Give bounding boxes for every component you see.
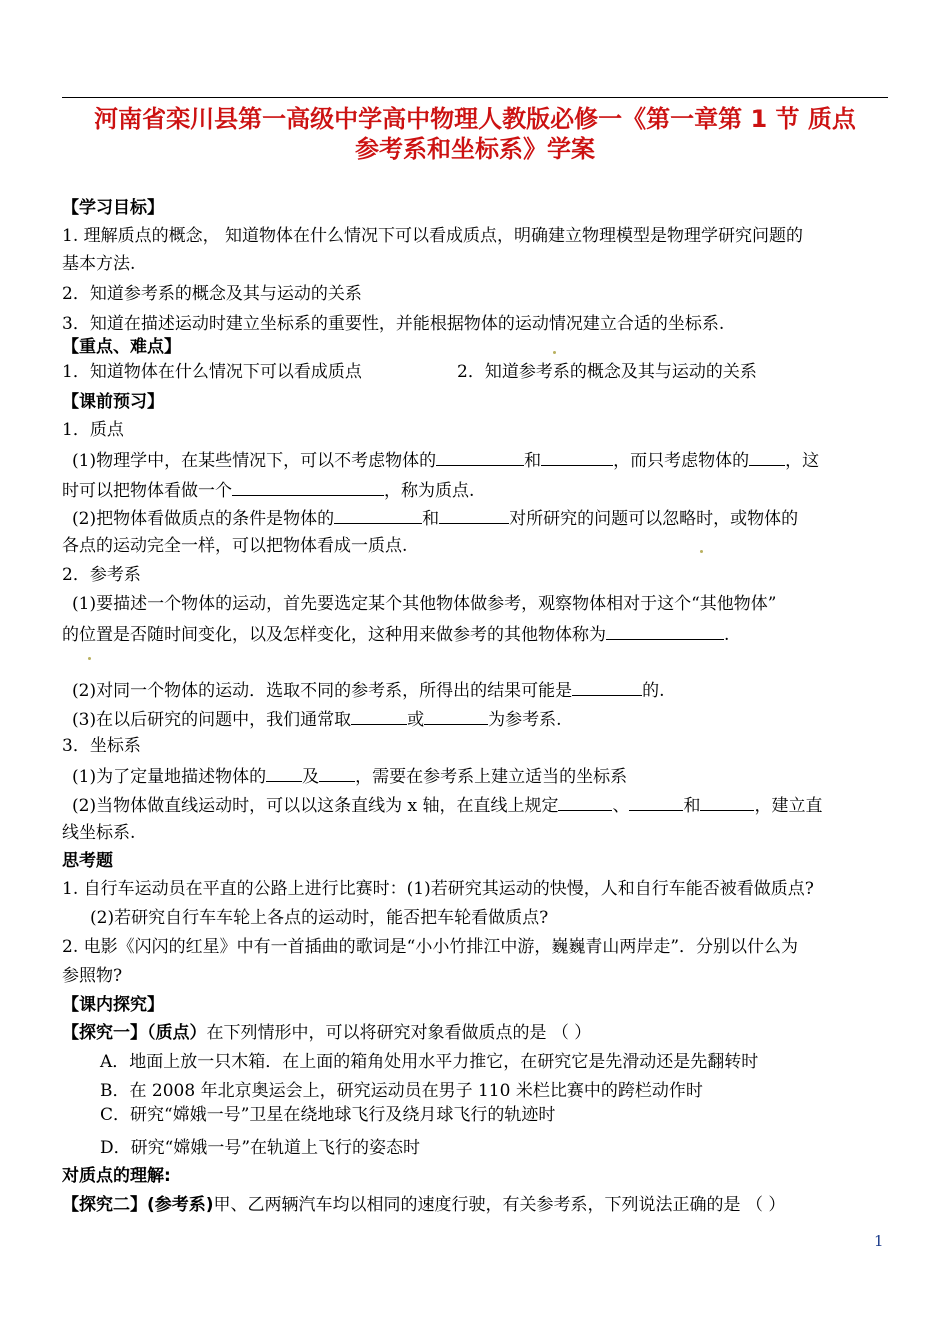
fill-blank[interactable]	[319, 763, 355, 782]
page-number: 1	[874, 1232, 884, 1250]
question-1-1-line1: (1)物理学中，在某些情况下，可以不考虑物体的 和 ，而只考虑物体的 ，这	[72, 447, 819, 473]
fill-blank[interactable]	[629, 792, 683, 811]
question-2-2: (2)对同一个物体的运动．选取不同的参考系，所得出的结果可能是 的.	[72, 677, 665, 703]
question-3-2-line2: 线坐标系.	[62, 823, 136, 843]
keypoint-1: 1．知道物体在什么情况下可以看成质点	[62, 362, 362, 382]
document-title-line1: 河南省栾川县第一高级中学高中物理人教版必修一《第一章第 1 节 质点	[94, 105, 856, 133]
option-c: C．研究“嫦娥一号”卫星在绕地球飞行及绕月球飞行的轨迹时	[100, 1105, 556, 1125]
option-d: D．研究“嫦娥一号”在轨道上飞行的姿态时	[100, 1138, 421, 1158]
document-title-line2: 参考系和坐标系》学案	[355, 135, 595, 163]
fill-blank[interactable]	[351, 706, 407, 725]
question-2-1-line1: (1)要描述一个物体的运动，首先要选定某个其他物体做参考，观察物体相对于这个“其他物体”	[72, 594, 777, 614]
fill-blank[interactable]	[266, 763, 302, 782]
scan-speck	[700, 550, 703, 553]
thinking-q1-line1: 1. 自行车运动员在平直的公路上进行比赛时：(1)若研究其运动的快慢，人和自行车能否被看做质点?	[62, 879, 814, 899]
header-rule	[62, 97, 888, 98]
section-1-title: 1．质点	[62, 420, 124, 440]
question-3-2-line1: (2)当物体做直线运动时，可以以这条直线为 x 轴，在直线上规定 、 和 ，建立直	[72, 792, 822, 818]
explore-2-question: 【探究二】(参考系)甲、乙两辆汽车均以相同的速度行驶，有关参考系，下列说法正确的是 （ ）	[62, 1195, 786, 1215]
question-1-1-line2: 时可以把物体看做一个 ，称为质点.	[62, 477, 474, 503]
thinking-q1-line2: (2)若研究自行车车轮上各点的运动时，能否把车轮看做质点?	[90, 908, 549, 928]
explore-1-question: 【探究一】（质点）在下列情形中，可以将研究对象看做质点的是 （ ）	[62, 1023, 592, 1043]
fill-blank[interactable]	[232, 477, 384, 496]
fill-blank[interactable]	[334, 505, 422, 524]
fill-blank[interactable]	[606, 621, 724, 640]
fill-blank[interactable]	[749, 447, 785, 466]
question-2-1-line2: 的位置是否随时间变化，以及怎样变化，这种用来做参考的其他物体称为 .	[62, 621, 729, 647]
thinking-q2-line1: 2. 电影《闪闪的红星》中有一首插曲的歌词是“小小竹排江中游，巍巍青山两岸走”．分别以什么为	[62, 937, 799, 957]
objective-3: 3．知道在描述运动时建立坐标系的重要性，并能根据物体的运动情况建立合适的坐标系.	[62, 314, 725, 334]
fill-blank[interactable]	[424, 706, 488, 725]
thinking-q2-line2: 参照物?	[62, 966, 123, 986]
thinking-heading: 思考题	[62, 851, 113, 871]
fill-blank[interactable]	[439, 505, 509, 524]
scan-speck	[88, 657, 91, 660]
scan-speck	[553, 351, 556, 354]
objectives-heading: 【学习目标】	[62, 198, 164, 218]
objective-1-line2: 基本方法.	[62, 254, 136, 274]
option-a: A．地面上放一只木箱．在上面的箱角处用水平力推它，在研究它是先滑动还是先翻转时	[100, 1052, 759, 1072]
keypoint-2: 2．知道参考系的概念及其与运动的关系	[457, 362, 757, 382]
section-2-title: 2．参考系	[62, 565, 141, 585]
explore-heading: 【课内探究】	[62, 995, 164, 1015]
fill-blank[interactable]	[541, 447, 613, 466]
fill-blank[interactable]	[436, 447, 524, 466]
keypoints-heading: 【重点、难点】	[62, 337, 181, 357]
objective-1-line1: 1. 理解质点的概念， 知道物体在什么情况下可以看成质点，明确建立物理模型是物理学研究问题的	[62, 226, 804, 246]
question-2-3: (3)在以后研究的问题中，我们通常取 或 为参考系.	[72, 706, 562, 732]
fill-blank[interactable]	[558, 792, 612, 811]
question-1-2-line1: (2)把物体看做质点的条件是物体的 和 对所研究的问题可以忽略时，或物体的	[72, 505, 798, 531]
understanding-heading: 对质点的理解:	[62, 1166, 171, 1186]
option-b: B．在 2008 年北京奥运会上，研究运动员在男子 110 米栏比赛中的跨栏动作时	[100, 1081, 703, 1101]
preview-heading: 【课前预习】	[62, 392, 164, 412]
objective-2: 2．知道参考系的概念及其与运动的关系	[62, 284, 362, 304]
question-1-2-line2: 各点的运动完全一样，可以把物体看成一质点.	[62, 536, 408, 556]
question-3-1: (1)为了定量地描述物体的 及 ，需要在参考系上建立适当的坐标系	[72, 763, 627, 789]
fill-blank[interactable]	[572, 677, 642, 696]
section-3-title: 3．坐标系	[62, 736, 141, 756]
fill-blank[interactable]	[700, 792, 754, 811]
